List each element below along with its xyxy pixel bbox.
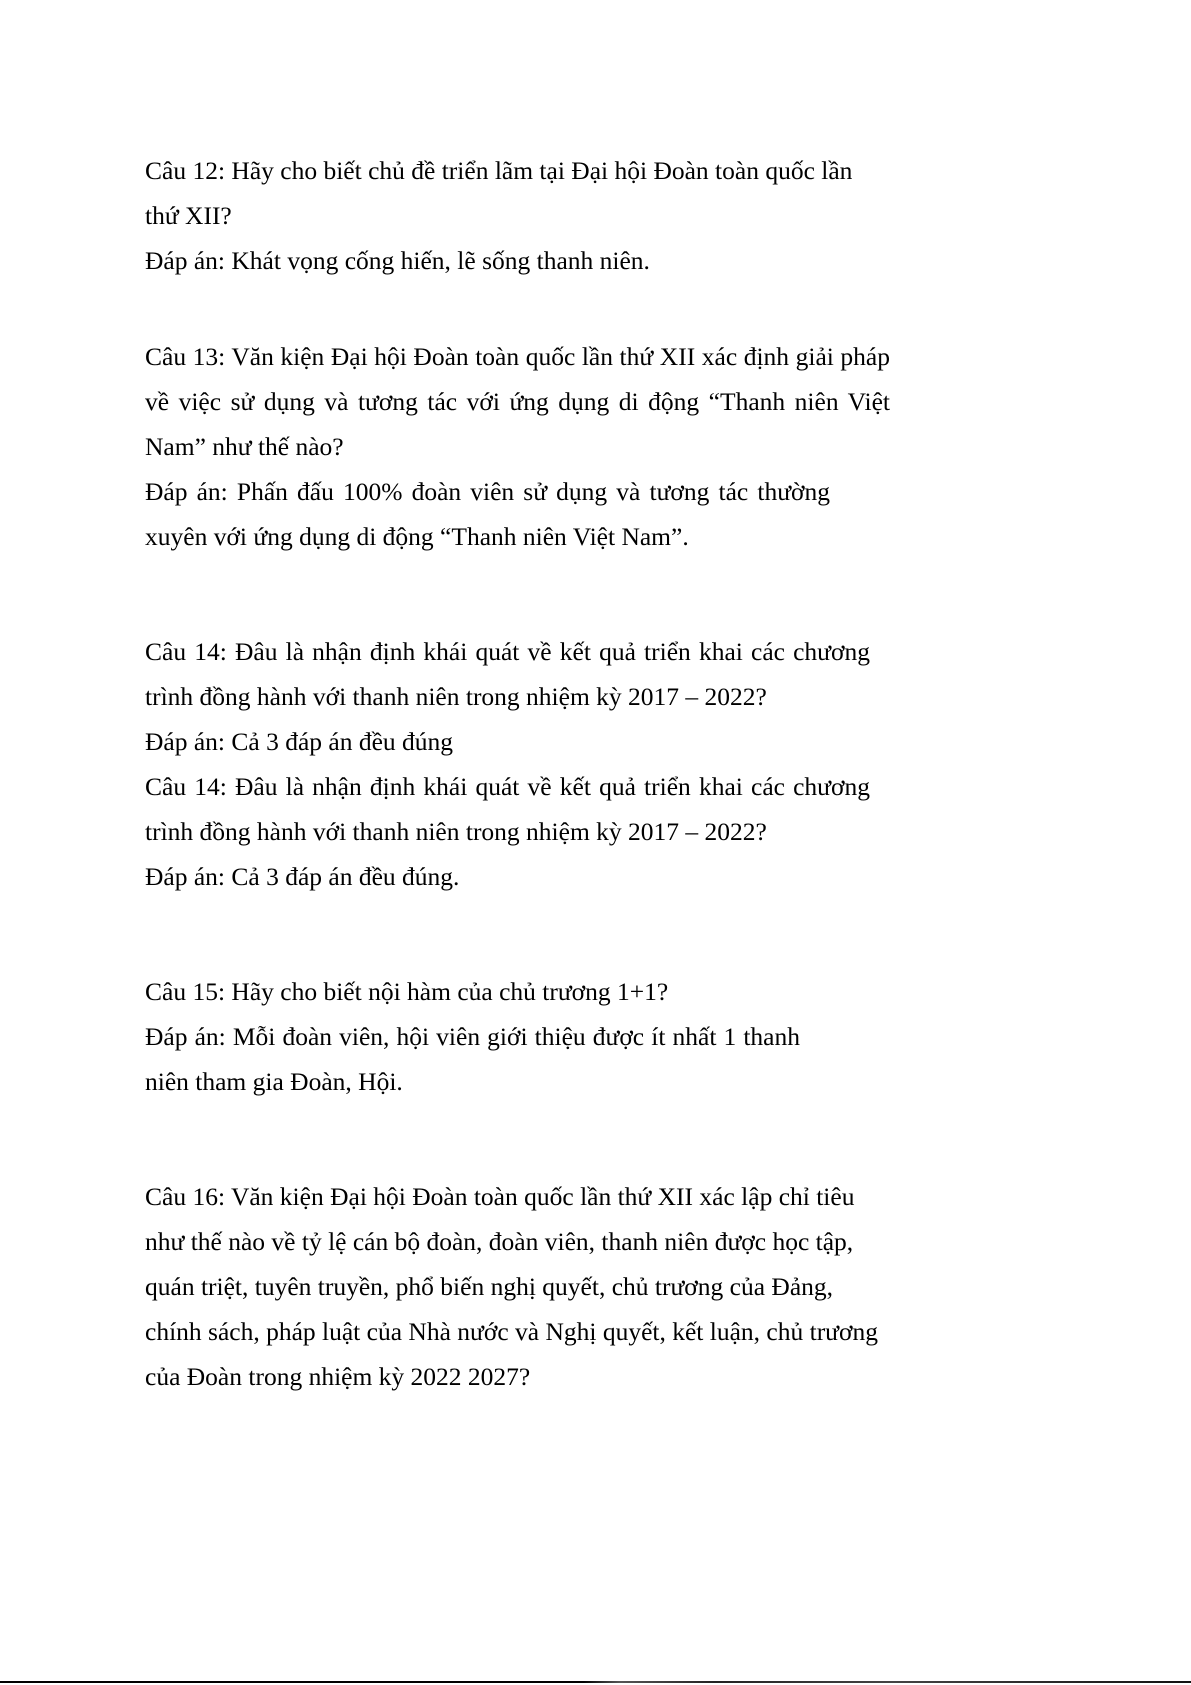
question-text: Câu 14: Đâu là nhận định khái quát về kết quả triển khai các chương trình đồng hành với thanh niên trong nhiệm kỳ 2017 – 2022? xyxy=(145,772,870,846)
answer-text: Đáp án: Khát vọng cống hiến, lẽ sống thanh niên. xyxy=(145,246,650,275)
question-text: Câu 16: Văn kiện Đại hội Đoàn toàn quốc lần thứ XII xác lập chỉ tiêu như thế nào về tỷ lệ cán bộ đoàn, đoàn viên, thanh niên được học tập, quán triệt, tuyên truyền, phổ biến nghị quyết, chủ trương của Đảng, chính sách, pháp luật của Nhà nước và Nghị quyết, kết luận, chủ trương của Đoàn trong nhiệm kỳ 2022 2027? xyxy=(145,1182,878,1391)
document-body xyxy=(145,148,890,1399)
answer-text: Đáp án: Cả 3 đáp án đều đúng. xyxy=(145,862,460,891)
question-block-16 xyxy=(145,1174,890,1399)
question-block-14a xyxy=(145,629,890,764)
page-bottom-rule xyxy=(0,1681,1191,1683)
answer-text: Đáp án: Phấn đấu 100% đoàn viên sử dụng và tương tác thường xuyên với ứng dụng di động “Thanh niên Việt Nam”. xyxy=(145,477,830,551)
question-block-13 xyxy=(145,334,890,559)
answer-text: Đáp án: Mỗi đoàn viên, hội viên giới thiệu được ít nhất 1 thanh niên tham gia Đoàn, Hội. xyxy=(145,1022,800,1096)
question-text: Câu 15: Hãy cho biết nội hàm của chủ trương 1+1? xyxy=(145,977,669,1006)
question-text: Câu 12: Hãy cho biết chủ đề triển lãm tại Đại hội Đoàn toàn quốc lần thứ XII? xyxy=(145,156,853,230)
question-text: Câu 13: Văn kiện Đại hội Đoàn toàn quốc lần thứ XII xác định giải pháp về việc sử dụng và tương tác với ứng dụng di động “Thanh niên Việt Nam” như thế nào? xyxy=(145,342,890,461)
question-block-14b xyxy=(145,764,890,899)
question-block-15 xyxy=(145,969,890,1104)
question-block-12 xyxy=(145,148,890,283)
answer-text: Đáp án: Cả 3 đáp án đều đúng xyxy=(145,727,454,756)
question-text: Câu 14: Đâu là nhận định khái quát về kết quả triển khai các chương trình đồng hành với thanh niên trong nhiệm kỳ 2017 – 2022? xyxy=(145,637,870,711)
